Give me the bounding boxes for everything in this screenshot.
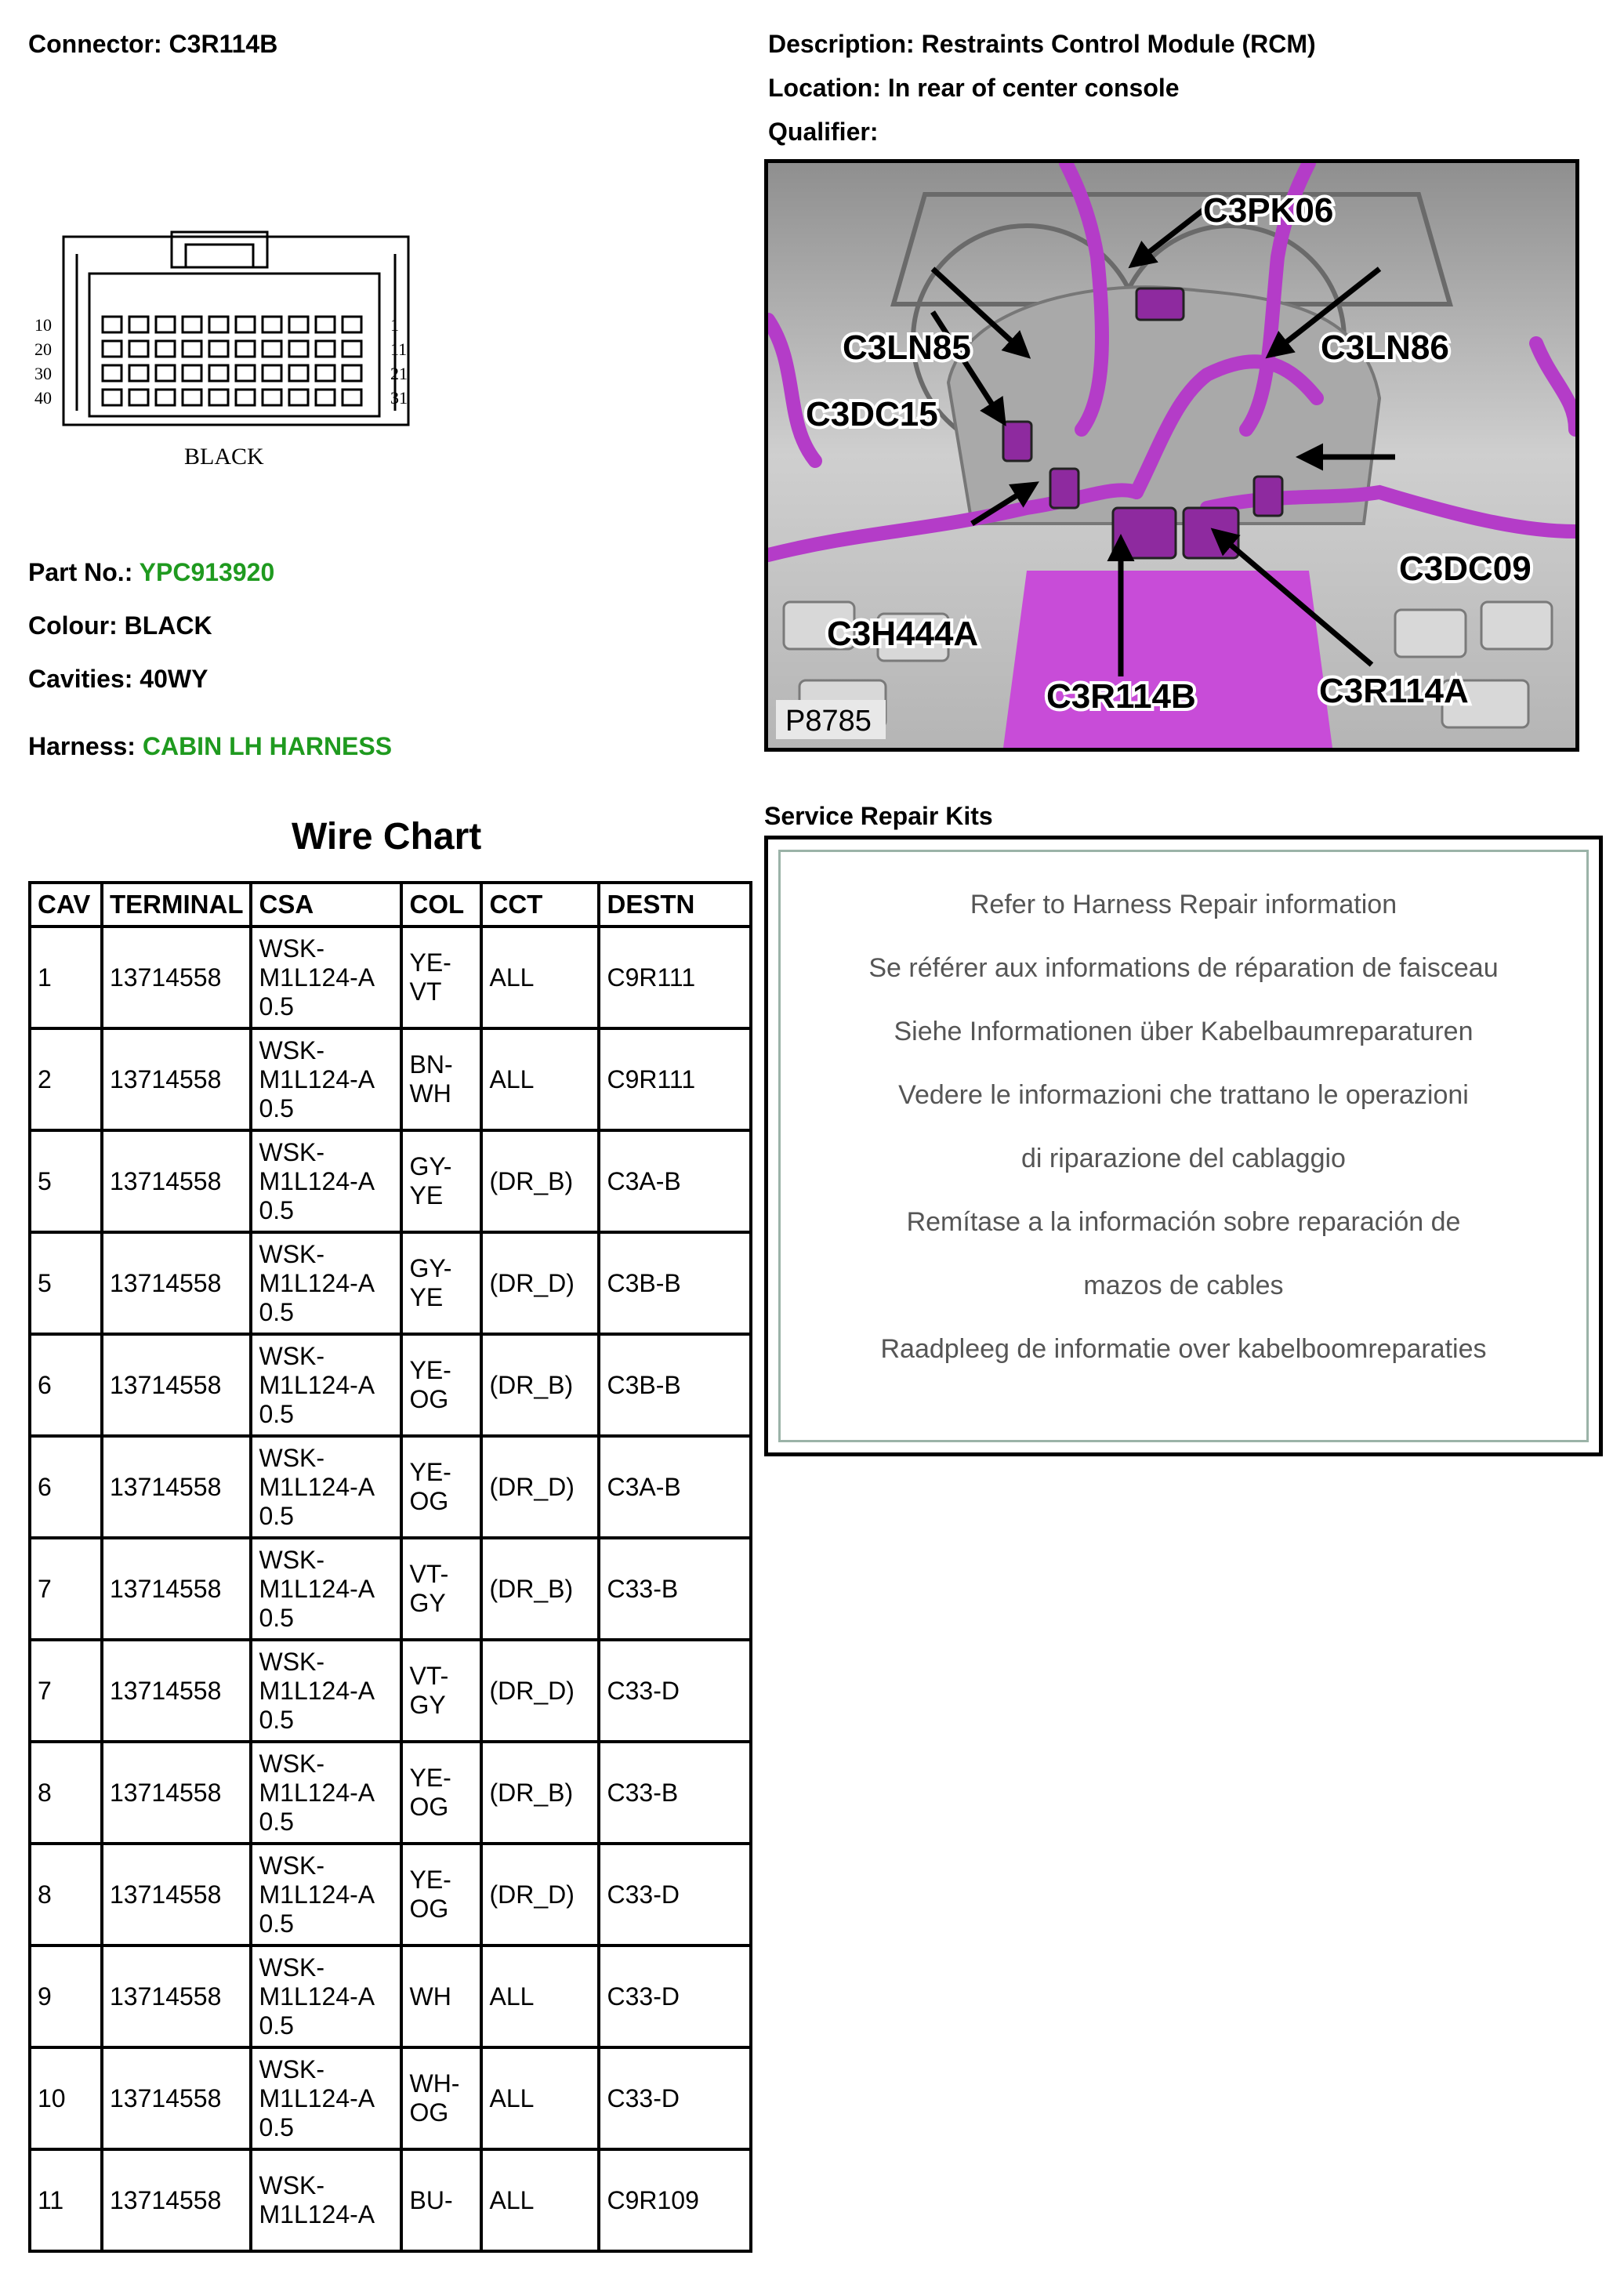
cell-cct: (DR_B) (481, 1538, 599, 1640)
kit-line-it-1: Vedere le informazioni che trattano le operazioni (898, 1080, 1469, 1110)
cell-terminal: 13714558 (102, 926, 251, 1028)
cell-cct: ALL (481, 926, 599, 1028)
cell-col-line: WH- (409, 2069, 460, 2098)
cavity-30 (343, 365, 361, 381)
cell-csa (251, 2149, 401, 2251)
part-no-field (28, 558, 274, 587)
cell-cav: 2 (30, 1028, 102, 1130)
cell-csa-line: WSK- (259, 2054, 325, 2083)
cavity-35 (209, 390, 228, 405)
cavity-1 (103, 317, 121, 332)
cell-col (401, 1538, 481, 1640)
location-field (768, 74, 1180, 103)
table-row (30, 2047, 751, 2149)
cell-csa-line: 0.5 (259, 1909, 294, 1938)
cavity-6 (236, 317, 255, 332)
cell-csa-line: 0.5 (259, 1807, 294, 1836)
cell-col-line: WH (409, 1982, 451, 2011)
cell-destn: C3A-B (599, 1130, 751, 1232)
cell-col-line: BU- (409, 2185, 453, 2214)
cell-destn: C33-B (599, 1742, 751, 1844)
cell-col-line: BN- (409, 1050, 453, 1079)
cavity-3 (156, 317, 175, 332)
cell-destn: C33-B (599, 1538, 751, 1640)
cell-terminal: 13714558 (102, 1640, 251, 1742)
cell-csa-line: WSK- (259, 1137, 325, 1166)
callout-c3r114a: C3R114A (1319, 672, 1469, 710)
cell-csa-line: 0.5 (259, 1297, 294, 1326)
cavities-field (28, 665, 208, 694)
cell-terminal: 13714558 (102, 1436, 251, 1538)
cavity-23 (156, 365, 175, 381)
kit-line-fr: Se référer aux informations de réparation de faisceau (868, 953, 1499, 983)
cell-csa (251, 926, 401, 1028)
cavity-37 (263, 390, 281, 405)
cell-col-line: GY- (409, 1254, 452, 1282)
cell-terminal: 13714558 (102, 1945, 251, 2047)
cell-cct: (DR_B) (481, 1130, 599, 1232)
cavity-28 (289, 365, 308, 381)
callout-c3r114b: C3R114B (1046, 677, 1196, 716)
part-no-label: Part No.: (28, 558, 133, 586)
pin-label-31: 31 (390, 388, 408, 408)
cavity-29 (316, 365, 335, 381)
callout-c3dc15: C3DC15 (806, 395, 938, 433)
cell-csa-line: WSK- (259, 1749, 325, 1778)
cavity-5 (209, 317, 228, 332)
cell-col (401, 2047, 481, 2149)
cavity-7 (263, 317, 281, 332)
harness-field (28, 732, 392, 761)
cavity-16 (236, 341, 255, 357)
cell-csa (251, 1844, 401, 1945)
wire-chart-title: Wire Chart (292, 816, 482, 858)
callout-c3h444a: C3H444A (827, 615, 979, 653)
cell-terminal: 13714558 (102, 1130, 251, 1232)
pin-label-40: 40 (34, 388, 52, 408)
cell-csa (251, 2047, 401, 2149)
cell-cct: ALL (481, 1028, 599, 1130)
callout-c3ln85: C3LN85 (843, 328, 971, 367)
cell-col (401, 1640, 481, 1742)
wire-chart-body (30, 926, 751, 2251)
cell-col-line: GY (409, 1691, 446, 1719)
cell-csa-line: M1L124-A (259, 2200, 375, 2228)
cavity-2 (129, 317, 148, 332)
cavity-34 (183, 390, 201, 405)
cell-csa (251, 1742, 401, 1844)
cell-csa-line: WSK- (259, 2171, 325, 2199)
cell-col (401, 1436, 481, 1538)
cell-col-line: OG (409, 1895, 449, 1923)
cell-csa-line: M1L124-A (259, 1574, 375, 1603)
figure-id: P8785 (785, 705, 872, 738)
service-repair-kits-title: Service Repair Kits (764, 802, 993, 830)
cell-csa-line: M1L124-A (259, 963, 375, 992)
cell-col (401, 1945, 481, 2047)
cell-csa-line: M1L124-A (259, 1778, 375, 1807)
cell-csa-line: M1L124-A (259, 1676, 375, 1705)
cell-csa-line: M1L124-A (259, 1982, 375, 2011)
cell-col (401, 1844, 481, 1945)
cell-col-line: YE- (409, 1356, 451, 1384)
cell-col-line: YE- (409, 1866, 451, 1894)
kit-line-de: Siehe Informationen über Kabelbaumreparaturen (894, 1017, 1474, 1046)
cavity-36 (236, 390, 255, 405)
cell-terminal: 13714558 (102, 1232, 251, 1334)
cell-cav: 8 (30, 1742, 102, 1844)
cavity-15 (209, 341, 228, 357)
table-row (30, 1844, 751, 1945)
cell-col-line: VT- (409, 1560, 449, 1588)
wire-chart-table (28, 881, 752, 2253)
vehicle-floor-illustration (768, 163, 1575, 748)
cavity-20 (343, 341, 361, 357)
cell-csa-line: M1L124-A (259, 1268, 375, 1297)
cell-cav: 5 (30, 1130, 102, 1232)
table-row (30, 1028, 751, 1130)
cell-csa-line: WSK- (259, 1545, 325, 1574)
cell-terminal: 13714558 (102, 1334, 251, 1436)
cavity-33 (156, 390, 175, 405)
cell-col-line: YE (409, 1283, 444, 1311)
part-no-link[interactable]: YPC913920 (139, 558, 275, 586)
cell-csa-line: 0.5 (259, 1399, 294, 1428)
colour-label: Colour: (28, 611, 118, 640)
cavities-label: Cavities: (28, 665, 133, 693)
cavity-13 (156, 341, 175, 357)
cell-csa-line: WSK- (259, 1851, 325, 1880)
cell-cct: ALL (481, 1945, 599, 2047)
cell-terminal: 13714558 (102, 2149, 251, 2251)
cell-cav: 5 (30, 1232, 102, 1334)
table-row (30, 1640, 751, 1742)
cell-col-line: GY- (409, 1152, 452, 1180)
pin-label-11: 11 (390, 339, 408, 359)
cavity-25 (209, 365, 228, 381)
cavity-40 (343, 390, 361, 405)
cell-col (401, 1028, 481, 1130)
cell-col-line: YE- (409, 948, 451, 977)
cell-col-line: OG (409, 1385, 449, 1413)
cell-csa (251, 1436, 401, 1538)
cell-terminal: 13714558 (102, 1742, 251, 1844)
kit-line-es-2: mazos de cables (1083, 1271, 1284, 1300)
cavity-22 (129, 365, 148, 381)
cell-csa-line: WSK- (259, 1647, 325, 1676)
description-label: Description: (768, 30, 915, 58)
cell-destn: C3B-B (599, 1334, 751, 1436)
connector-value: C3R114B (169, 30, 278, 58)
cell-destn: C9R111 (599, 1028, 751, 1130)
cell-col-line: YE- (409, 1458, 451, 1486)
cavity-17 (263, 341, 281, 357)
cavity-24 (183, 365, 201, 381)
pin-label-20: 20 (34, 339, 52, 359)
column-header-terminal: TERMINAL (102, 883, 251, 926)
cell-cav: 1 (30, 926, 102, 1028)
cavity-31 (103, 390, 121, 405)
connector-colour-caption: BLACK (184, 444, 264, 470)
cell-csa (251, 1538, 401, 1640)
kit-line-en: Refer to Harness Repair information (970, 890, 1397, 919)
callout-c3pk06: C3PK06 (1203, 191, 1334, 230)
cavity-32 (129, 390, 148, 405)
description-field (768, 30, 1316, 59)
cavity-14 (183, 341, 201, 357)
cell-terminal: 13714558 (102, 1844, 251, 1945)
column-header-destn: DESTN (599, 883, 751, 926)
cell-cct: (DR_B) (481, 1742, 599, 1844)
cavity-18 (289, 341, 308, 357)
table-header-row (30, 883, 751, 926)
cell-col-line: GY (409, 1589, 446, 1617)
table-row (30, 2149, 751, 2251)
cell-cct: (DR_D) (481, 1844, 599, 1945)
cell-csa-line: WSK- (259, 1341, 325, 1370)
cell-destn: C33-D (599, 2047, 751, 2149)
cell-csa-line: WSK- (259, 934, 325, 963)
cell-cct: (DR_D) (481, 1232, 599, 1334)
cell-csa-line: WSK- (259, 1035, 325, 1064)
qualifier-label: Qualifier: (768, 118, 879, 146)
table-row (30, 1742, 751, 1844)
location-photo (764, 159, 1579, 752)
cell-csa-line: 0.5 (259, 2011, 294, 2040)
cell-terminal: 13714558 (102, 1028, 251, 1130)
cell-col-line: YE (409, 1181, 444, 1209)
cell-csa-line: M1L124-A (259, 1064, 375, 1093)
cell-terminal: 13714558 (102, 1538, 251, 1640)
location-label: Location: (768, 74, 881, 102)
cell-cav: 11 (30, 2149, 102, 2251)
callout-c3ln86: C3LN86 (1321, 328, 1449, 367)
table-row (30, 1436, 751, 1538)
cell-csa (251, 1028, 401, 1130)
cavity-38 (289, 390, 308, 405)
connector-field (28, 30, 277, 59)
colour-field (28, 611, 212, 640)
column-header-csa: CSA (251, 883, 401, 926)
pin-label-21: 21 (390, 364, 408, 383)
cell-col (401, 1334, 481, 1436)
cell-csa-line: WSK- (259, 1953, 325, 1982)
cavity-19 (316, 341, 335, 357)
cell-col (401, 1742, 481, 1844)
cell-cav: 6 (30, 1436, 102, 1538)
cell-csa-line: 0.5 (259, 1501, 294, 1530)
kit-line-it-2: di riparazione del cablaggio (1021, 1144, 1346, 1173)
cell-cav: 10 (30, 2047, 102, 2149)
table-row (30, 926, 751, 1028)
connector-face-diagram (28, 223, 436, 473)
cell-cct: (DR_D) (481, 1640, 599, 1742)
cavity-27 (263, 365, 281, 381)
cell-col-line: OG (409, 2098, 449, 2127)
cavity-12 (129, 341, 148, 357)
kit-line-nl: Raadpleeg de informatie over kabelboomreparaties (880, 1334, 1487, 1364)
location-value: In rear of center console (887, 74, 1180, 102)
cell-cct: (DR_D) (481, 1436, 599, 1538)
cell-col (401, 2149, 481, 2251)
cell-cct: ALL (481, 2149, 599, 2251)
cavity-4 (183, 317, 201, 332)
cell-csa-line: WSK- (259, 1239, 325, 1268)
cavities-value: 40WY (140, 665, 208, 693)
cavity-11 (103, 341, 121, 357)
cell-col (401, 1130, 481, 1232)
table-row (30, 1945, 751, 2047)
cell-csa (251, 1232, 401, 1334)
cell-destn: C3B-B (599, 1232, 751, 1334)
cell-destn: C33-D (599, 1844, 751, 1945)
cell-csa-line: 0.5 (259, 2112, 294, 2141)
cell-csa-line: 0.5 (259, 1705, 294, 1734)
harness-link[interactable]: CABIN LH HARNESS (142, 732, 393, 760)
pin-label-1: 1 (390, 315, 399, 335)
cell-col-line: OG (409, 1793, 449, 1821)
cell-csa-line: M1L124-A (259, 1370, 375, 1399)
colour-value: BLACK (124, 611, 212, 640)
cavity-26 (236, 365, 255, 381)
pin-grid (103, 317, 361, 405)
callout-c3dc09: C3DC09 (1399, 549, 1532, 588)
cell-destn: C9R111 (599, 926, 751, 1028)
cell-cav: 8 (30, 1844, 102, 1945)
cell-csa-line: M1L124-A (259, 2083, 375, 2112)
cell-csa (251, 1334, 401, 1436)
cell-destn: C33-D (599, 1640, 751, 1742)
pin-label-30: 30 (34, 364, 52, 383)
cavity-10 (343, 317, 361, 332)
cavity-21 (103, 365, 121, 381)
column-header-cav: CAV (30, 883, 102, 926)
cell-cct: ALL (481, 2047, 599, 2149)
pin-label-10: 10 (34, 315, 52, 335)
cell-csa-line: WSK- (259, 1443, 325, 1472)
cell-col-line: YE- (409, 1764, 451, 1792)
cell-destn: C33-D (599, 1945, 751, 2047)
service-repair-kits-box (764, 836, 1603, 1456)
description-value: Restraints Control Module (RCM) (921, 30, 1316, 58)
service-repair-kits-inner (778, 850, 1589, 1442)
cell-col (401, 926, 481, 1028)
cell-destn: C3A-B (599, 1436, 751, 1538)
cell-cav: 7 (30, 1538, 102, 1640)
table-row (30, 1130, 751, 1232)
connector-label: Connector: (28, 30, 162, 58)
cell-csa-line: 0.5 (259, 1195, 294, 1224)
cell-col-line: OG (409, 1487, 449, 1515)
table-row (30, 1334, 751, 1436)
cell-col-line: WH (409, 1079, 451, 1108)
cell-csa-line: M1L124-A (259, 1166, 375, 1195)
cell-csa-line: 0.5 (259, 1093, 294, 1122)
kit-line-es-1: Remítase a la información sobre reparación de (906, 1207, 1461, 1237)
cell-csa-line: 0.5 (259, 992, 294, 1021)
cell-cav: 9 (30, 1945, 102, 2047)
cell-col-line: VT (409, 977, 442, 1006)
column-header-cct: CCT (481, 883, 599, 926)
cell-col-line: VT- (409, 1662, 449, 1690)
cell-csa (251, 1640, 401, 1742)
column-header-col: COL (401, 883, 481, 926)
cell-cav: 6 (30, 1334, 102, 1436)
cell-csa-line: M1L124-A (259, 1472, 375, 1501)
harness-label: Harness: (28, 732, 136, 760)
cell-csa-line: 0.5 (259, 1603, 294, 1632)
cavity-9 (316, 317, 335, 332)
cell-cct: (DR_B) (481, 1334, 599, 1436)
cell-csa-line: M1L124-A (259, 1880, 375, 1909)
table-row (30, 1232, 751, 1334)
cell-terminal: 13714558 (102, 2047, 251, 2149)
table-row (30, 1538, 751, 1640)
cavity-39 (316, 390, 335, 405)
cell-cav: 7 (30, 1640, 102, 1742)
cavity-8 (289, 317, 308, 332)
cell-csa (251, 1945, 401, 2047)
cell-col (401, 1232, 481, 1334)
cell-destn: C9R109 (599, 2149, 751, 2251)
cell-csa (251, 1130, 401, 1232)
